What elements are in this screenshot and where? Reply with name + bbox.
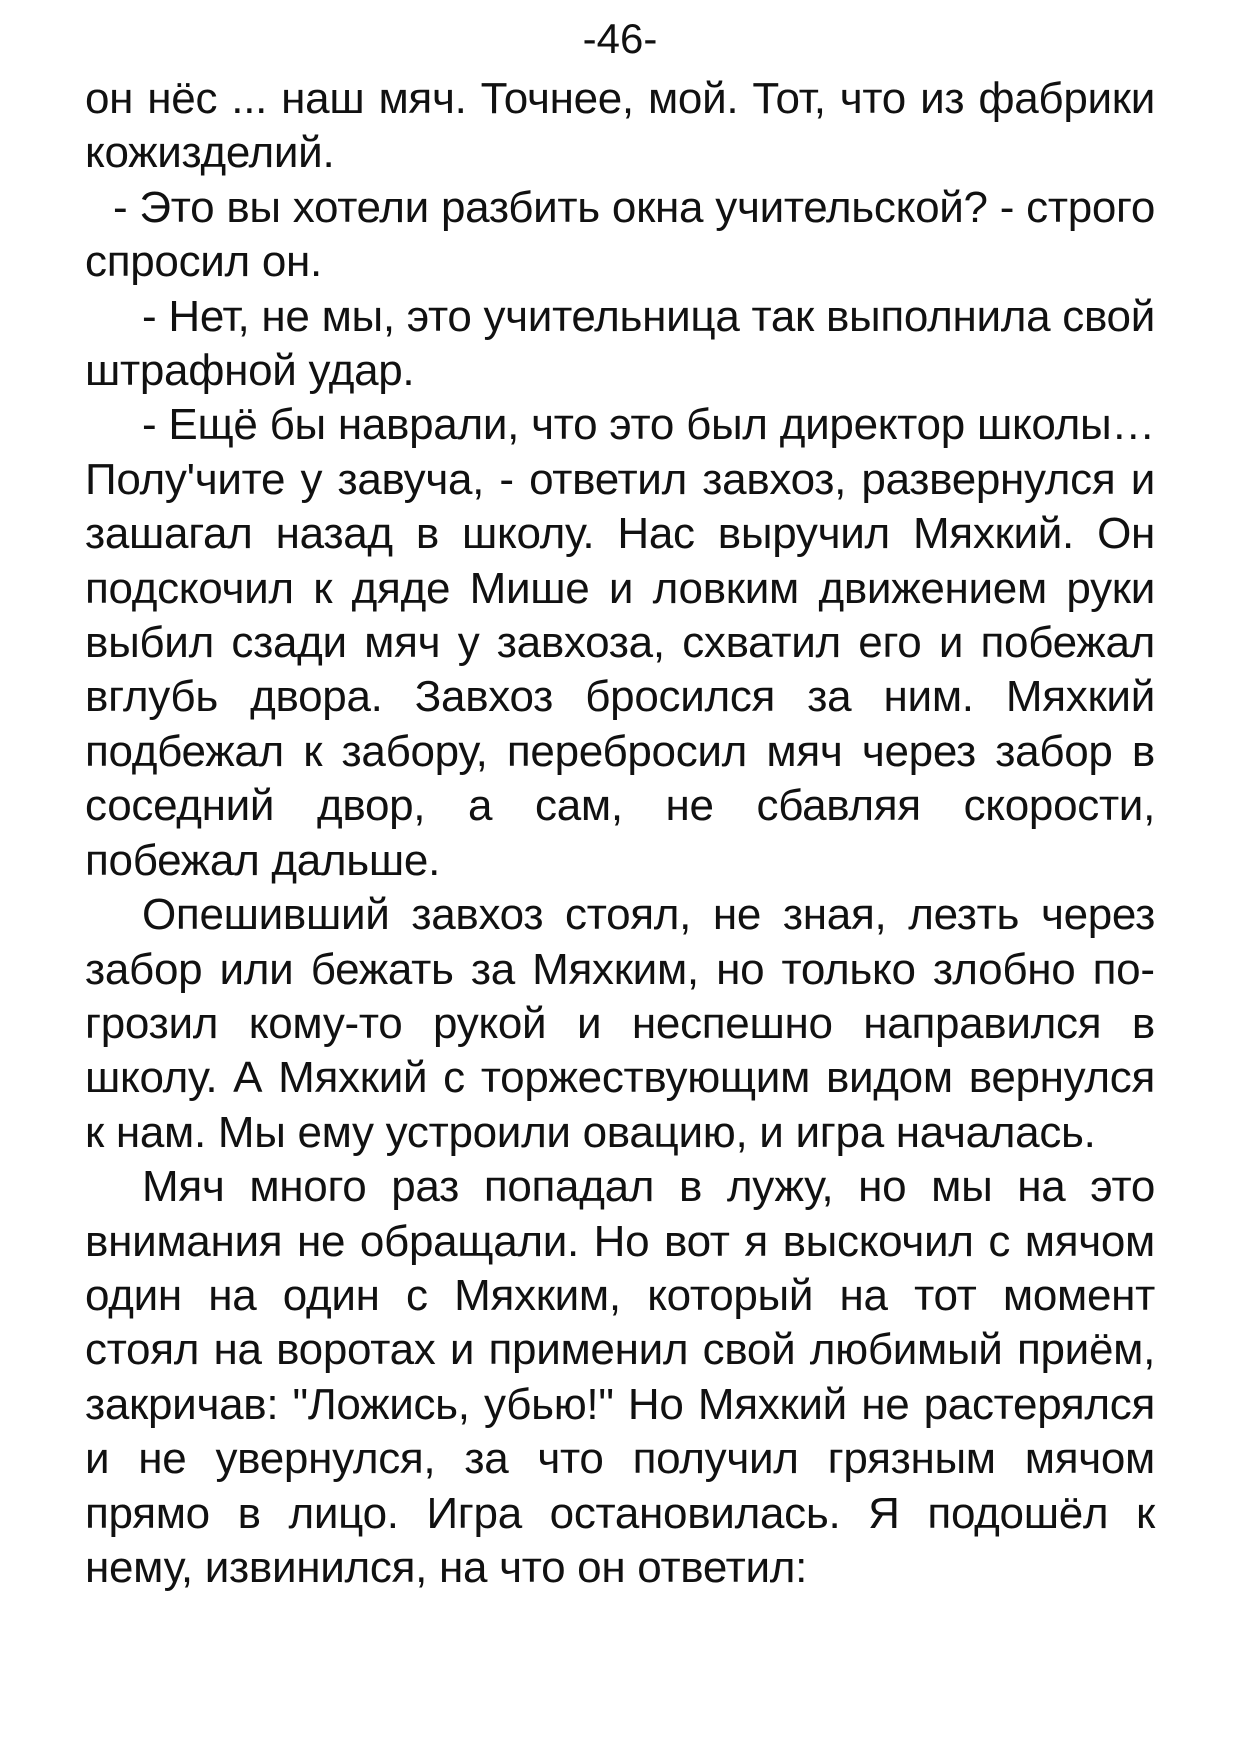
paragraph-2: - Это вы хотели разбить окна учительской? - строго спросил он. [85,182,1155,287]
page-number: -46- [582,15,658,62]
paragraph-4: - Ещё бы наврали, что это был директор школы… Полу'чите у завуча, - ответил завхоз, развернулся и зашагал назад в школу. Нас выручил Мяхкий. Он подскочил к дяде Мише и ловким движением руки выбил сзади мяч у завхоза, схватил его и побежал вглубь двора. Завхоз бросился за ним. Мяхкий подбежал к забору, перебросил мяч через забор в соседний двор, а сам, не сбавляя скорости, побежал дальше. [85,400,1155,885]
paragraph-1: он нёс ... наш мяч. Точнее, мой. Тот, что из фабрики кожизделий. [85,74,1155,178]
paragraph-6: Мяч много раз попадал в лужу, но мы на это внимания не обращали. Но вот я выскочил с мячом один на один с Мяхким, который на тот момент стоял на воротах и применил свой любимый приём, закричав: "Ложись, убью!" Но Мяхкий не растерялся и не увернулся, за что получил грязным мячом прямо в лицо. Игра остановилась. Я подошёл к нему, извинился, на что он ответил: [85,1162,1155,1592]
paragraph-3: - Нет, не мы, это учительница так выполнила свой штрафной удар. [85,291,1155,396]
book-page [85,14,1155,1595]
text-body [85,72,1155,1595]
paragraph-5: Опешивший завхоз стоял, не зная, лезть через забор или бежать за Мяхким, но только злобно погрозил кому-то рукой и неспешно направился в школу. А Мяхкий с торжествующим видом вернулся к нам. Мы ему устроили овацию, и игра началась. [85,890,1155,1157]
